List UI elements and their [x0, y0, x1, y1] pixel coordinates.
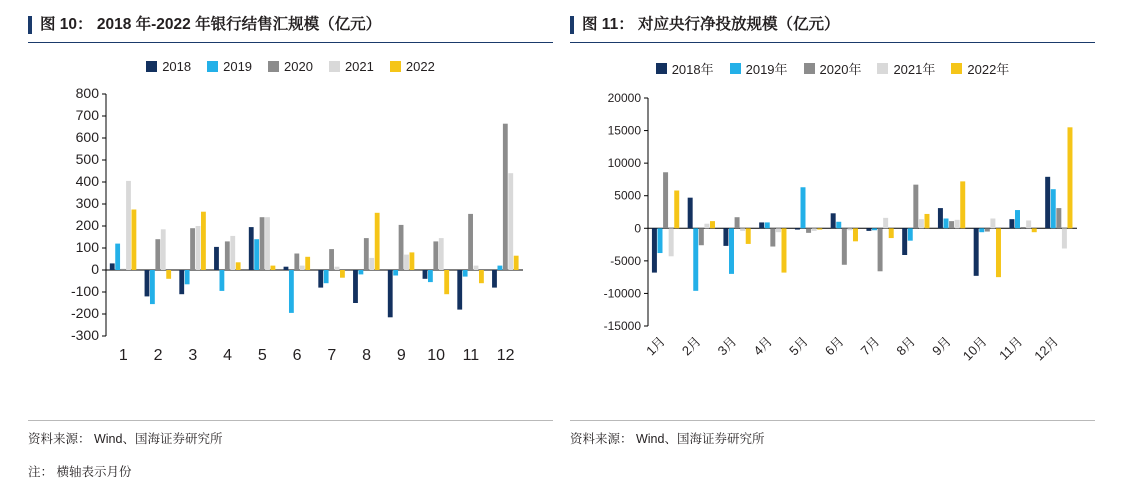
figure-11-chart	[570, 88, 1095, 388]
bar	[497, 266, 502, 270]
bar	[842, 228, 847, 264]
y-tick-label: -15000	[603, 319, 641, 333]
bar	[795, 228, 800, 229]
x-tick-label: 6月	[821, 333, 847, 359]
bar	[201, 212, 206, 270]
bar	[329, 249, 334, 270]
legend-label: 2019年	[745, 62, 788, 77]
bar	[1051, 189, 1056, 228]
bar	[652, 228, 657, 272]
figure-10-panel	[28, 0, 553, 498]
bar	[305, 257, 310, 270]
legend-swatch-icon	[730, 63, 741, 74]
bar	[674, 191, 679, 229]
bar	[236, 262, 241, 270]
x-tick-label: 9	[396, 347, 406, 364]
bar	[960, 181, 965, 228]
bar	[759, 222, 764, 228]
y-tick-label: 100	[75, 239, 99, 255]
bar	[908, 228, 913, 240]
bar	[423, 270, 428, 279]
bar	[393, 270, 398, 276]
bar	[150, 270, 155, 304]
x-tick-label: 4月	[750, 333, 776, 359]
bar	[254, 239, 259, 270]
bar	[457, 270, 462, 310]
bar	[369, 258, 374, 270]
bar	[723, 228, 728, 246]
y-tick-label: 0	[91, 261, 99, 277]
bar	[388, 270, 393, 317]
y-tick-label: 200	[75, 217, 99, 233]
bar	[735, 217, 740, 228]
x-tick-label: 3	[188, 347, 198, 364]
y-tick-label: 0	[634, 221, 641, 236]
x-tick-label: 7	[327, 347, 337, 364]
figure-11-legend	[570, 59, 1095, 78]
x-tick-label: 7月	[857, 333, 883, 359]
bar	[990, 219, 995, 229]
bar	[831, 213, 836, 228]
legend-label: 2019	[223, 59, 253, 74]
y-tick-label: -10000	[603, 286, 641, 301]
bar	[185, 270, 190, 284]
bar	[439, 238, 444, 270]
bar	[1015, 210, 1020, 228]
bar	[781, 228, 786, 272]
bar	[955, 220, 960, 228]
bar	[801, 187, 806, 228]
bar	[375, 213, 380, 270]
legend-label: 2018	[162, 59, 192, 74]
bar	[669, 228, 674, 256]
bar	[1062, 228, 1067, 248]
bar	[949, 221, 954, 228]
bar	[776, 228, 781, 232]
legend-label: 2018年	[671, 62, 714, 77]
bar	[265, 217, 270, 270]
bar	[318, 270, 323, 288]
legend-item	[268, 59, 313, 74]
bar	[1026, 220, 1031, 228]
figure-10-plot-wrap	[28, 84, 553, 384]
legend-item	[730, 59, 788, 78]
bar	[126, 181, 131, 270]
figure-10-title-rule	[28, 42, 553, 43]
figure-11-plot-wrap	[570, 88, 1095, 388]
bar	[974, 228, 979, 276]
legend-item	[390, 59, 435, 74]
bar	[115, 244, 120, 270]
bar	[812, 228, 817, 231]
bar	[110, 263, 115, 270]
x-tick-label: 8月	[893, 333, 919, 359]
bar	[190, 228, 195, 270]
bar	[1045, 177, 1050, 228]
bar	[364, 238, 369, 270]
bar	[121, 269, 126, 270]
legend-swatch-icon	[804, 63, 815, 74]
legend-label: 2022年	[967, 62, 1010, 77]
figure-10-title: 图 10： 2018 年-2022 年银行结售汇规模（亿元）	[28, 14, 553, 36]
x-tick-label: 12	[496, 347, 515, 364]
legend-swatch-icon	[268, 61, 279, 72]
figure-11-source: 资料来源： Wind、国海证券研究所	[570, 420, 1095, 447]
legend-item	[804, 59, 862, 78]
x-tick-label: 1月	[643, 333, 668, 359]
x-tick-label: 10月	[959, 333, 990, 364]
y-tick-label: 5000	[614, 188, 641, 203]
bar	[902, 228, 907, 255]
legend-swatch-icon	[329, 61, 340, 72]
x-tick-label: 3月	[714, 333, 740, 359]
bar	[166, 270, 171, 279]
bar	[1067, 127, 1072, 228]
bar	[300, 266, 305, 270]
bar	[179, 270, 184, 294]
bar	[889, 228, 894, 238]
legend-label: 2021年	[893, 62, 936, 77]
bar	[284, 267, 289, 270]
y-tick-label: -200	[70, 305, 99, 321]
x-tick-label: 5月	[786, 333, 811, 359]
bar	[693, 228, 698, 291]
legend-item	[877, 59, 935, 78]
bar	[230, 236, 235, 270]
bar	[503, 124, 508, 270]
x-tick-label: 8	[362, 347, 372, 364]
bar	[289, 270, 294, 313]
bar	[214, 247, 219, 270]
legend-item	[656, 59, 714, 78]
bar	[944, 219, 949, 229]
y-tick-label: 400	[75, 173, 99, 189]
legend-label: 2021	[344, 59, 374, 74]
x-tick-label: 2月	[678, 333, 704, 359]
y-tick-label: 700	[75, 107, 99, 123]
bar	[883, 218, 888, 228]
bar	[836, 222, 841, 229]
x-tick-label: 6	[292, 347, 302, 364]
bar	[1056, 208, 1061, 228]
figure-10-chart	[28, 84, 553, 384]
bar	[938, 208, 943, 228]
bar	[155, 239, 160, 270]
bar	[249, 227, 254, 270]
bar	[335, 267, 340, 270]
bar	[853, 228, 858, 241]
legend-label: 2020	[284, 59, 313, 74]
bar	[847, 228, 852, 230]
figure-10-note: 注： 横轴表示月份	[28, 465, 132, 479]
bar	[433, 241, 438, 270]
bar	[428, 270, 433, 282]
y-tick-label: 800	[75, 85, 99, 101]
legend-swatch-icon	[390, 61, 401, 72]
y-tick-label: 15000	[607, 123, 641, 138]
bar	[474, 266, 479, 270]
bar	[260, 217, 265, 270]
legend-swatch-icon	[146, 61, 157, 72]
bar	[132, 210, 137, 271]
bar	[658, 228, 663, 253]
bar	[866, 228, 871, 231]
bar	[817, 228, 822, 229]
bar	[872, 228, 877, 230]
legend-item	[207, 59, 252, 74]
bar	[444, 270, 449, 294]
bar	[508, 173, 513, 270]
bar	[688, 198, 693, 229]
bar	[710, 221, 715, 228]
bar	[699, 228, 704, 245]
y-tick-label: 300	[75, 195, 99, 211]
x-tick-label: 5	[257, 347, 267, 364]
y-tick-label: -100	[70, 283, 99, 299]
bar	[979, 228, 984, 232]
bar	[161, 229, 166, 270]
bar	[404, 255, 409, 270]
bar	[492, 270, 497, 288]
figure-10-source: 资料来源： Wind、国海证券研究所	[28, 420, 553, 447]
bar	[271, 266, 276, 270]
bar	[468, 214, 473, 270]
y-tick-label: -5000	[610, 253, 641, 268]
x-tick-label: 4	[223, 347, 233, 364]
bar	[913, 185, 918, 229]
legend-item	[951, 59, 1009, 78]
legend-item	[329, 59, 374, 74]
bar	[704, 224, 709, 229]
x-tick-label: 1	[118, 347, 128, 364]
x-tick-label: 11	[462, 347, 480, 364]
y-tick-label: -300	[70, 327, 99, 343]
bar	[353, 270, 358, 303]
legend-swatch-icon	[951, 63, 962, 74]
bar	[765, 222, 770, 228]
bar	[219, 270, 224, 291]
bar	[806, 228, 811, 233]
bar	[324, 270, 329, 283]
x-tick-label: 2	[153, 347, 163, 364]
bar	[463, 270, 468, 277]
legend-label: 2020年	[819, 62, 862, 77]
x-tick-label: 9月	[929, 333, 954, 359]
bar	[145, 270, 150, 296]
x-tick-label: 10	[427, 347, 446, 364]
legend-swatch-icon	[877, 63, 888, 74]
bar	[985, 228, 990, 231]
figure-11-panel	[570, 0, 1095, 498]
x-tick-label: 11月	[996, 333, 1026, 363]
bar	[340, 270, 345, 278]
bar	[479, 270, 484, 283]
figure-11-title: 图 11： 对应央行净投放规模（亿元）	[570, 14, 1095, 36]
y-tick-label: 500	[75, 151, 99, 167]
figure-11-title-rule	[570, 42, 1095, 43]
x-tick-label: 12月	[1031, 333, 1062, 364]
legend-label: 2022	[405, 59, 435, 74]
bar	[663, 172, 668, 228]
bar	[410, 252, 415, 270]
bar	[770, 228, 775, 246]
bar	[399, 225, 404, 270]
bar	[294, 254, 299, 271]
bar	[740, 228, 745, 231]
legend-swatch-icon	[207, 61, 218, 72]
bar	[729, 228, 734, 274]
figure-10-legend	[28, 59, 553, 74]
bar	[996, 228, 1001, 277]
bar	[514, 256, 519, 270]
bar	[878, 228, 883, 271]
bar	[1009, 219, 1014, 228]
legend-swatch-icon	[656, 63, 667, 74]
legend-item	[146, 59, 191, 74]
bar	[924, 214, 929, 228]
y-tick-label: 10000	[607, 156, 641, 171]
y-tick-label: 20000	[607, 91, 641, 105]
bar	[1021, 227, 1026, 228]
y-tick-label: 600	[75, 129, 99, 145]
bar	[358, 270, 363, 274]
bar	[1032, 228, 1037, 232]
bar	[225, 241, 230, 270]
bar	[746, 228, 751, 244]
bar	[919, 219, 924, 228]
bar	[196, 226, 201, 270]
